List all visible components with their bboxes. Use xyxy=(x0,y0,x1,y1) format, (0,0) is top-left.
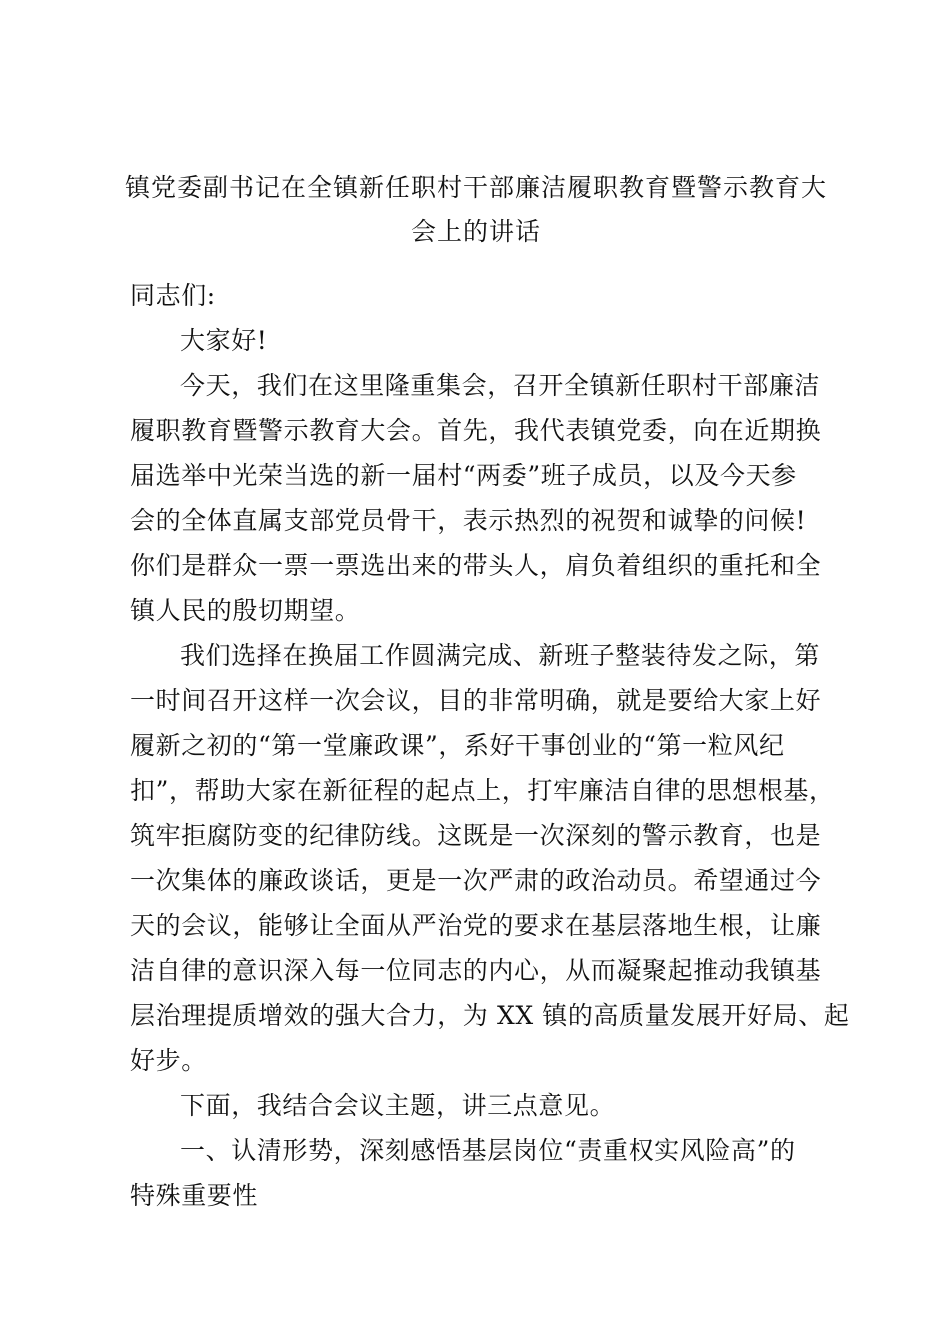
paragraph-line: 履职教育暨警示教育大会。首先，我代表镇党委，向在近期换 xyxy=(130,416,822,445)
paragraph-line: 一次集体的廉政谈话，更是一次严肃的政治动员。希望通过今 xyxy=(130,866,822,895)
document-body xyxy=(130,273,850,1218)
document-title xyxy=(120,166,832,254)
section-heading: 特殊重要性 xyxy=(130,1181,259,1210)
paragraph-line: 层治理提质增效的强大合力，为 XX 镇的高质量发展开好局、起 xyxy=(130,1001,850,1030)
paragraph-line: 洁自律的意识深入每一位同志的内心，从而凝聚起推动我镇基 xyxy=(130,956,822,985)
section-heading: 一、认清形势，深刻感悟基层岗位“责重权实风险高”的 xyxy=(180,1136,796,1165)
paragraph-line: 天的会议，能够让全面从严治党的要求在基层落地生根，让廉 xyxy=(130,911,822,940)
paragraph-line: 今天，我们在这里隆重集会，召开全镇新任职村干部廉洁 xyxy=(180,371,821,400)
paragraph-line: 你们是群众一票一票选出来的带头人，肩负着组织的重托和全 xyxy=(130,551,822,580)
paragraph-line: 履新之初的“第一堂廉政课”，系好干事创业的“第一粒风纪 xyxy=(130,731,785,760)
paragraph-line: 扣”，帮助大家在新征程的起点上，打牢廉洁自律的思想根基， xyxy=(130,776,835,805)
salutation: 同志们: xyxy=(130,281,216,310)
title-line: 会上的讲话 xyxy=(410,217,541,246)
paragraph-line: 下面，我结合会议主题，讲三点意见。 xyxy=(180,1091,616,1120)
paragraph-line: 好步。 xyxy=(130,1046,207,1075)
paragraph-line: 会的全体直属支部党员骨干，表示热烈的祝贺和诚挚的问候! xyxy=(130,506,807,535)
paragraph-line: 届选举中光荣当选的新一届村“两委”班子成员，以及今天参 xyxy=(130,461,797,490)
paragraph-line: 一时间召开这样一次会议，目的非常明确，就是要给大家上好 xyxy=(130,686,822,715)
paragraph-line: 筑牢拒腐防变的纪律防线。这既是一次深刻的警示教育，也是 xyxy=(130,821,822,850)
greeting: 大家好! xyxy=(180,326,268,355)
paragraph-line: 镇人民的殷切期望。 xyxy=(130,596,361,625)
title-line: 镇党委副书记在全镇新任职村干部廉洁履职教育暨警示教育大 xyxy=(124,173,827,202)
paragraph-line: 我们选择在换届工作圆满完成、新班子整装待发之际，第 xyxy=(180,641,821,670)
